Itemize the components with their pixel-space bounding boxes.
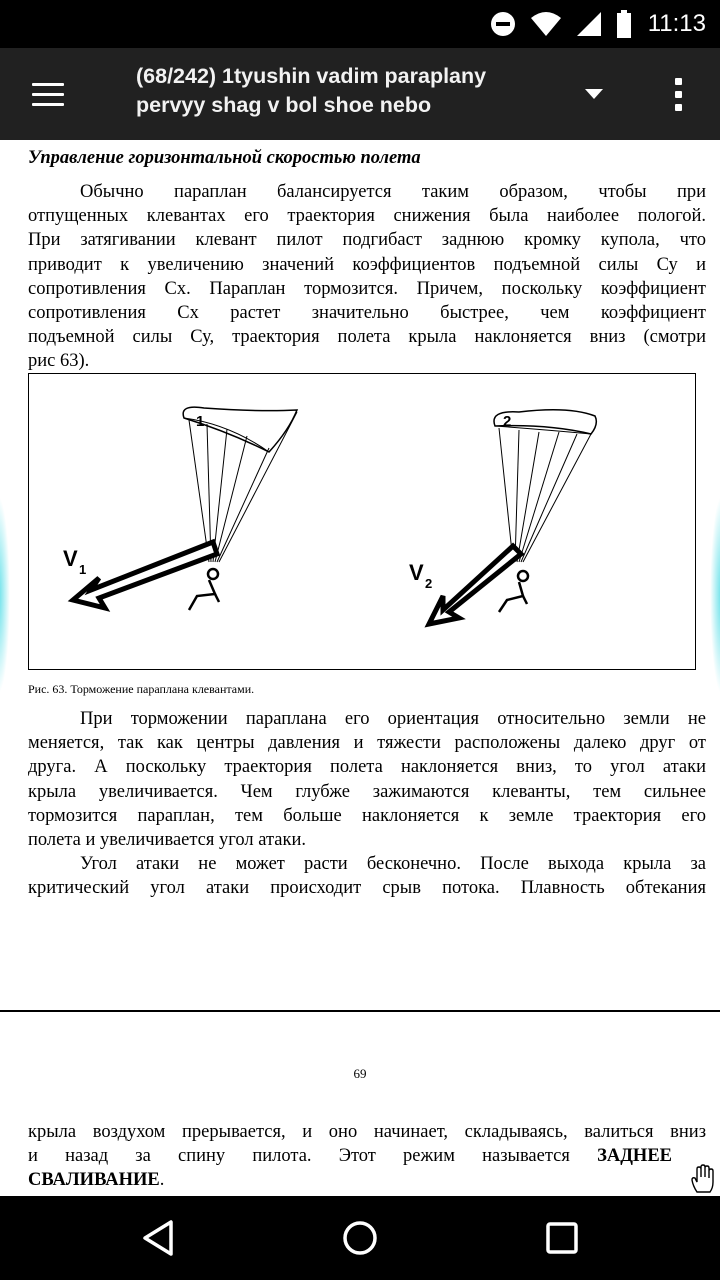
battery-icon	[616, 10, 632, 38]
text-line: сопротивления Сх растет значительно быстрее, чем коэффициент	[28, 303, 706, 324]
next-page-line3-bold: СВАЛИВАНИЕ	[28, 1170, 160, 1191]
page-number: 69	[353, 1066, 367, 1081]
wifi-icon	[530, 11, 562, 37]
text-line: меняется, так как центры давления и тяжести расположены далеко друг от	[28, 733, 706, 754]
back-icon[interactable]	[128, 1214, 188, 1262]
status-time: 11:13	[647, 10, 706, 37]
paragraph-2	[28, 707, 706, 852]
overflow-dot	[675, 91, 682, 98]
pilot-2-figure	[499, 571, 528, 612]
menu-line	[32, 93, 64, 96]
pilot-1-figure	[189, 569, 219, 610]
text-line: сопротивления Сх. Параплан тормозится. Причем, поскольку коэффициент	[28, 278, 706, 299]
v1-label: V 1	[63, 546, 87, 577]
text-line: крыла увеличивается. Чем глубже зажимаются клеванты, тем сильнее	[28, 781, 706, 802]
glider-2-lines	[499, 428, 591, 562]
home-circle	[341, 1219, 379, 1257]
status-icons	[490, 0, 706, 48]
glider-1-label: 1	[196, 413, 205, 430]
paragraph-3	[28, 852, 706, 900]
text-line: друга. А поскольку траектория полета наклоняется вниз, то угол атаки	[28, 757, 706, 778]
menu-line	[32, 103, 64, 106]
text-line: рис 63).	[28, 351, 90, 372]
paraglider-braking-diagram	[29, 374, 694, 668]
right-edge-glow	[710, 495, 720, 695]
document-title[interactable]	[136, 62, 566, 120]
overflow-menu-icon[interactable]	[656, 70, 700, 118]
text-line	[28, 1168, 706, 1192]
figure-63	[28, 373, 696, 670]
home-icon[interactable]	[330, 1214, 390, 1262]
text-line: подъемной силы Су, траектория полета крыла наклоняется вниз (смотри	[28, 327, 706, 348]
paragraph-1	[28, 180, 706, 374]
back-triangle	[141, 1219, 175, 1257]
velocity-arrow-2	[429, 546, 521, 624]
do-not-disturb-icon	[490, 11, 516, 37]
figure-caption: Рис. 63. Торможение параплана клевантами.	[28, 682, 255, 696]
overflow-dot	[675, 104, 682, 111]
recents-square	[545, 1221, 579, 1255]
hand-pan-icon[interactable]	[690, 1164, 716, 1194]
overflow-dot	[675, 78, 682, 85]
title-line-2: pervyy shag v bol shoe nebo	[136, 93, 432, 117]
text-line: крыла воздухом прерывается, и оно начинает, складываясь, валиться вниз	[28, 1122, 706, 1142]
text-line: При торможении параплана его ориентация относительно земли не	[80, 709, 706, 729]
hamburger-menu-icon[interactable]	[20, 70, 76, 118]
text-line: отпущенных клевантах его траектория снижения была наиболее пологой.	[28, 206, 706, 227]
left-edge-glow	[0, 495, 10, 695]
title-line-1: (68/242) 1tyushin vadim paraplany	[136, 64, 487, 88]
text-line: полета и увеличивается угол атаки.	[28, 830, 307, 851]
text-line: Обычно параплан балансируется таким образом, чтобы при	[80, 182, 706, 202]
next-page-line3-tail: .	[159, 1170, 165, 1191]
recents-icon[interactable]	[532, 1214, 592, 1262]
signal-icon	[576, 11, 602, 37]
navigation-bar	[0, 1196, 720, 1280]
document-page-view[interactable]	[0, 140, 720, 1196]
text-line: Угол атаки не может расти бесконечно. После выхода крыла за	[80, 854, 706, 874]
dropdown-arrow-icon[interactable]	[572, 74, 616, 114]
glider-2-label: 2	[503, 413, 512, 430]
section-heading: Управление горизонтальной скоростью полета	[28, 148, 421, 168]
text-line	[28, 1144, 706, 1168]
text-line: приводит к увеличению значений коэффициентов подъемной силы Су и	[28, 254, 706, 275]
menu-line	[32, 83, 64, 86]
v2-label: V 2	[409, 560, 433, 591]
app-bar	[0, 48, 720, 140]
text-line: критический угол атаки происходит срыв потока. Плавность обтекания	[28, 878, 706, 899]
next-page-line2-bold: ЗАДНЕЕ	[597, 1146, 672, 1167]
page-divider	[0, 1010, 720, 1012]
next-page-paragraph	[28, 1120, 706, 1193]
status-bar	[0, 0, 720, 48]
text-line: тормозится параплан, тем больше наклоняется к земле траектория его	[28, 805, 706, 826]
text-line: При затягивании клевант пилот подгибаст заднюю кромку купола, что	[28, 230, 706, 251]
dropdown-triangle	[584, 88, 604, 100]
next-page-line2-text: и назад за спину пилота. Этот режим называется	[28, 1146, 570, 1167]
